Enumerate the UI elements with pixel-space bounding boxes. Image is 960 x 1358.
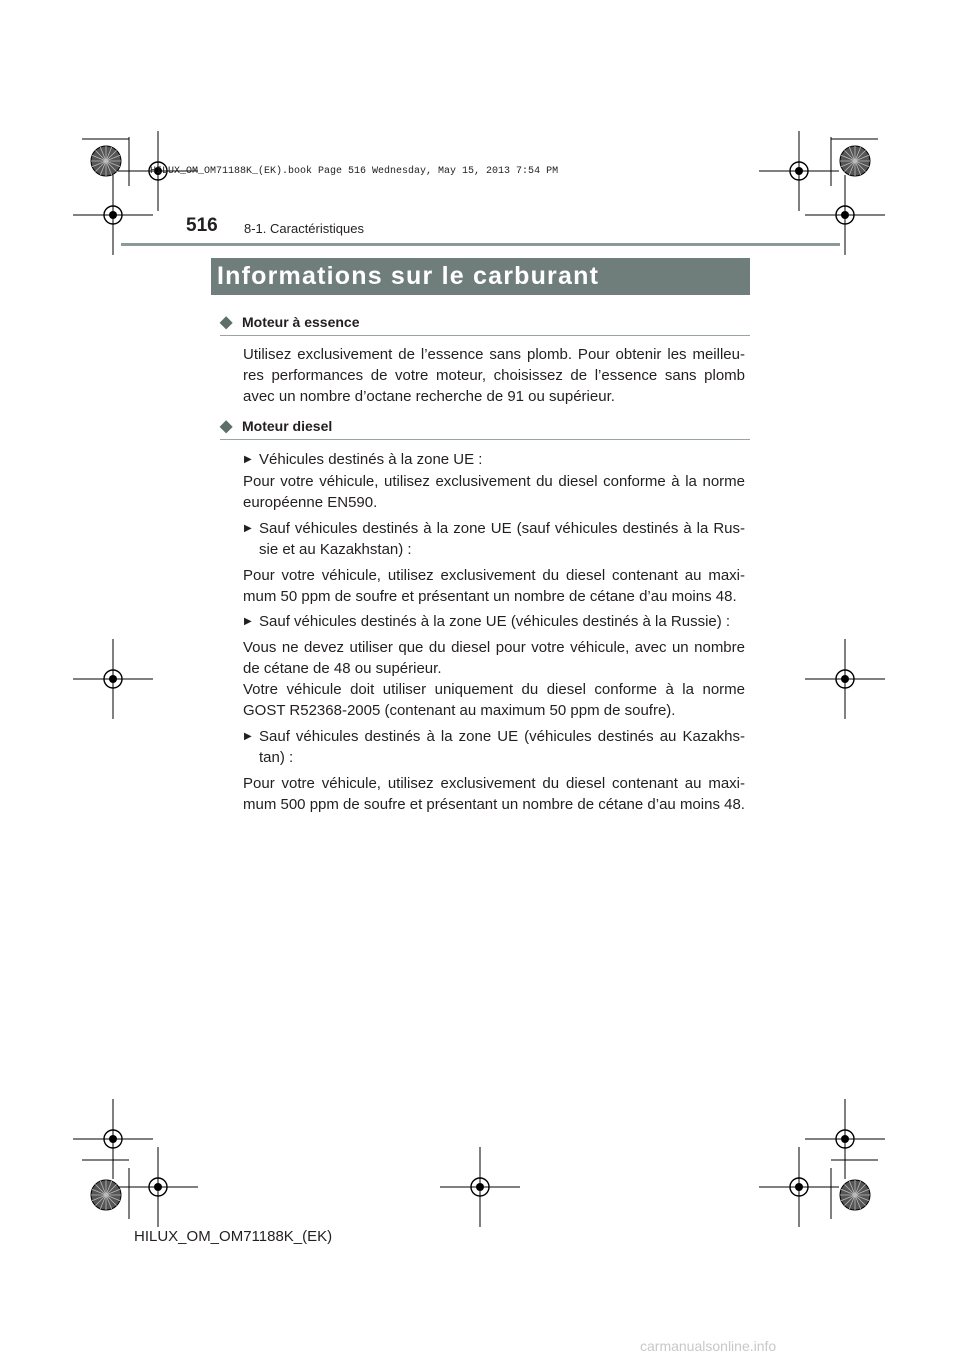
diesel-bullet-russia (243, 611, 745, 632)
section-title: Informations sur le carburant (217, 262, 600, 290)
diesel-bullet-non-eu-label: Sauf véhicules destinés à la zone UE (sauf véhicules destinés à la Rus-sie et au Kazakhstan) : (259, 520, 745, 558)
chapter-title: 8-1. Caractéristiques (244, 221, 364, 236)
footer-doc-code: HILUX_OM_OM71188K_(EK) (134, 1228, 333, 1245)
diesel-paragraph-kazakhstan: Pour votre véhicule, utilisez exclusivement du diesel contenant au maxi-mum 500 ppm de soufre et présentant un nombre de cétane d’au moins 48. (243, 775, 745, 813)
diesel-paragraph-russia: Vous ne devez utiliser que du diesel pour votre véhicule, avec un nombre de cétane de 48 ou supérieur. (243, 639, 745, 677)
diesel-bullet-eu (243, 449, 745, 470)
triangle-bullet-icon: ▶ (244, 616, 252, 627)
diamond-bullet-icon: ◆ (220, 314, 233, 331)
diamond-bullet-icon: ◆ (220, 418, 233, 435)
subheading-petrol-label: Moteur à essence (242, 314, 360, 330)
subheading-diesel-label: Moteur diesel (242, 418, 333, 434)
site-watermark: carmanualsonline.info (640, 1338, 777, 1354)
subheading-diesel (220, 416, 750, 440)
diesel-paragraph-eu: Pour votre véhicule, utilisez exclusivement du diesel conforme à la norme européenne EN590. (243, 473, 745, 511)
diesel-bullet-non-eu (243, 518, 745, 560)
diesel-paragraph-non-eu: Pour votre véhicule, utilisez exclusivement du diesel contenant au maxi-mum 50 ppm de soufre et présentant un nombre de cétane d’au moins 48. (243, 567, 745, 605)
diesel-bullet-eu-label: Véhicules destinés à la zone UE : (259, 451, 483, 468)
page-number: 516 (186, 215, 218, 236)
section-title-bar (211, 258, 750, 295)
header-divider (121, 243, 840, 246)
diesel-bullet-russia-label: Sauf véhicules destinés à la zone UE (véhicules destinés à la Russie) : (259, 613, 731, 630)
subheading-petrol (220, 312, 750, 336)
triangle-bullet-icon: ▶ (244, 454, 252, 465)
diesel-bullet-kazakhstan-label: Sauf véhicules destinés à la zone UE (véhicules destinés au Kazakhs-tan) : (259, 728, 745, 766)
diesel-paragraph-russia-gost: Votre véhicule doit utiliser uniquement du diesel conforme à la norme GOST R52368-2005 (contenant au maximum 50 ppm de soufre). (243, 681, 745, 719)
triangle-bullet-icon: ▶ (244, 523, 252, 534)
print-info-line: HILUX_OM_OM71188K_(EK).book Page 516 Wednesday, May 15, 2013 7:54 PM (150, 166, 559, 177)
diesel-bullet-kazakhstan (243, 726, 745, 768)
triangle-bullet-icon: ▶ (244, 731, 252, 742)
petrol-paragraph: Utilisez exclusivement de l’essence sans plomb. Pour obtenir les meilleu-res performances de votre moteur, choisissez de l’essence sans plomb avec un nombre d’octane recherche de 91 ou supérieur. (243, 346, 745, 405)
